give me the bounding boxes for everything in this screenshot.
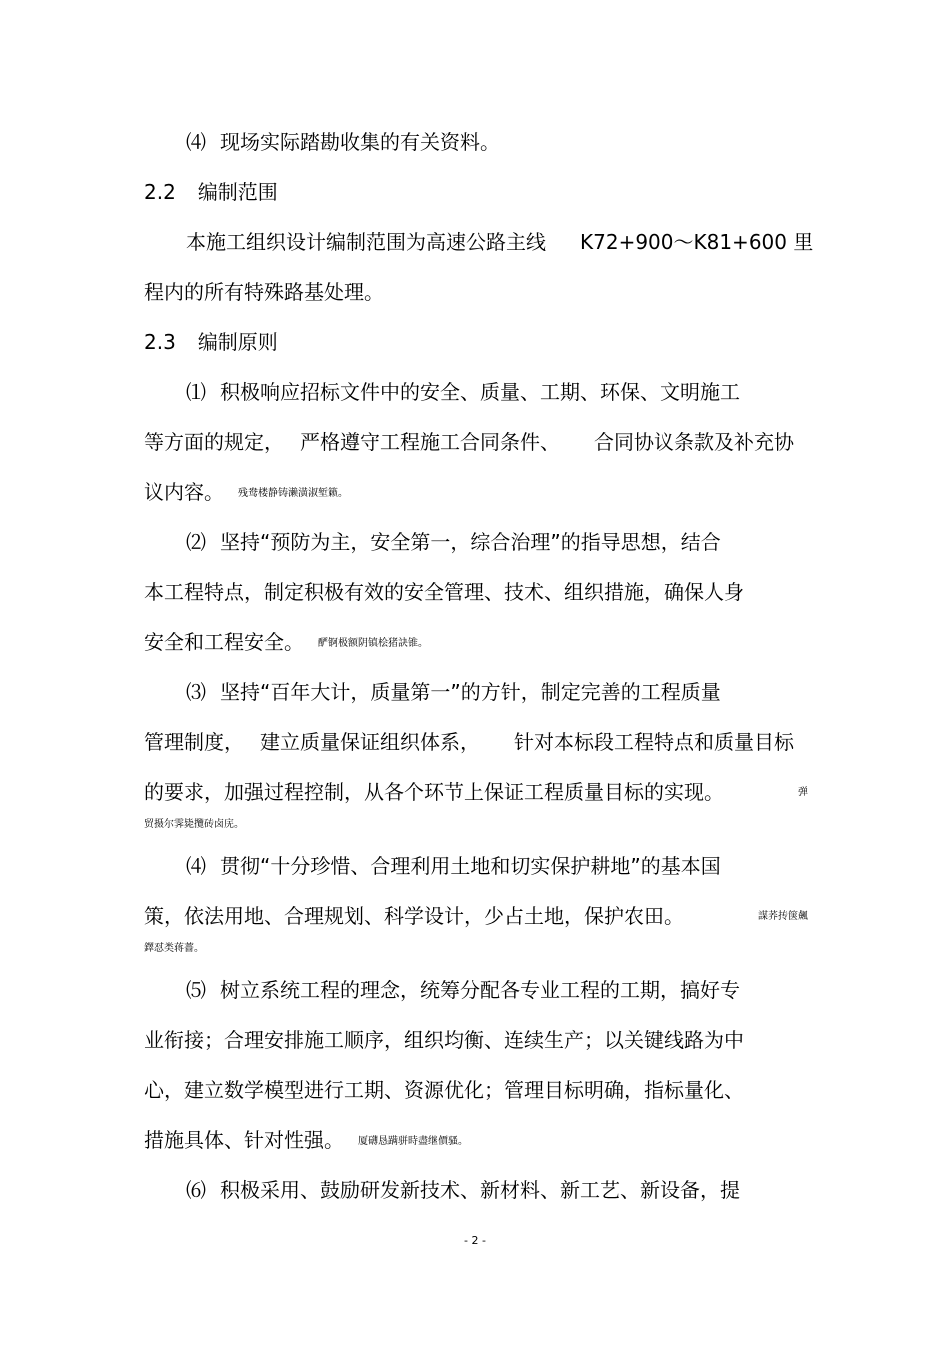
paragraph-line — [186, 228, 813, 256]
paragraph-line — [144, 1126, 468, 1156]
paragraph-text: 策，依法用地、合理规划、科学设计，少占土地，保护农田。 — [144, 904, 684, 928]
noise-text: 残鸯楼静铸濑潢淑堑籁。 — [238, 487, 348, 499]
paragraph-line — [144, 478, 348, 508]
list-item — [186, 678, 721, 706]
list-item — [186, 378, 740, 406]
paragraph-text: 建立质量保证组织体系， — [260, 730, 480, 754]
list-item — [186, 128, 500, 156]
paragraph-text: 积极响应招标文件中的安全、质量、工期、环保、文明施工 — [220, 380, 740, 404]
section-heading — [144, 178, 278, 206]
paragraph-text: 树立系统工程的理念，统筹分配各专业工程的工期，搞好专 — [220, 978, 740, 1002]
list-number: ⑸ — [186, 978, 206, 1002]
paragraph-text: 合同协议条款及补充协 — [594, 430, 794, 454]
noise-text: 鐸怼类蒋薔。 — [144, 943, 204, 954]
noise-text: 弹 — [798, 787, 808, 798]
paragraph-line — [144, 628, 428, 658]
paragraph-text: 措施具体、针对性强。 — [144, 1128, 344, 1152]
noise-text: 贸摄尔霁毙攬砖卤庑。 — [144, 819, 244, 830]
paragraph-text: 严格遵守工程施工合同条件、 — [300, 430, 560, 454]
list-number: ⑷ — [186, 130, 206, 154]
paragraph-line — [144, 902, 684, 930]
paragraph-text: K72+900～K81+600 里 — [580, 230, 814, 254]
paragraph-text: 本施工组织设计编制范围为高速公路主线 — [186, 230, 546, 254]
list-item — [186, 976, 740, 1004]
list-item — [186, 852, 721, 880]
section-title: 编制范围 — [197, 180, 278, 204]
noise-text: 厦礴恳蹒骈時盡继價骚。 — [358, 1135, 468, 1147]
paragraph-text: 本工程特点，制定积极有效的安全管理、技术、组织措施，确保人身 — [144, 580, 744, 604]
paragraph-text: 的要求，加强过程控制，从各个环节上保证工程质量目标的实现。 — [144, 780, 724, 804]
paragraph-text: 等方面的规定， — [144, 430, 284, 454]
list-number: ⑶ — [186, 680, 206, 704]
paragraph-line — [144, 278, 384, 306]
section-heading — [144, 328, 278, 356]
paragraph-text: 心，建立数学模型进行工期、资源优化；管理目标明确，指标量化、 — [144, 1078, 744, 1102]
paragraph-text: 积极采用、鼓励研发新技术、新材料、新工艺、新设备，提 — [220, 1178, 740, 1202]
section-title: 编制原则 — [197, 330, 278, 354]
paragraph-line — [144, 1076, 744, 1104]
paragraph-text: 贯彻“十分珍惜、合理利用土地和切实保护耕地”的基本国 — [220, 854, 721, 878]
paragraph-text: 议内容。 — [144, 480, 224, 504]
noise-text: 酽锕极额阴镇桧猪訣锥。 — [318, 637, 428, 649]
paragraph-line — [144, 428, 794, 456]
paragraph-text: 现场实际踏勘收集的有关资料。 — [220, 130, 500, 154]
list-item — [186, 528, 721, 556]
list-number: ⑵ — [186, 530, 206, 554]
paragraph-text: 坚持“预防为主，安全第一，综合治理”的指导思想，结合 — [220, 530, 721, 554]
paragraph-line — [144, 728, 794, 756]
list-number: ⑷ — [186, 854, 206, 878]
list-item — [186, 1176, 740, 1204]
section-number: 2.3 — [144, 330, 176, 354]
paragraph-line — [144, 778, 724, 806]
paragraph-text: 安全和工程安全。 — [144, 630, 304, 654]
paragraph-text: 业衔接；合理安排施工顺序，组织均衡、连续生产；以关键线路为中 — [144, 1028, 744, 1052]
paragraph-line — [144, 578, 744, 606]
paragraph-line — [144, 1026, 744, 1054]
paragraph-text: 针对本标段工程特点和质量目标 — [514, 730, 794, 754]
list-number: ⑴ — [186, 380, 206, 404]
paragraph-text: 坚持“百年大计，质量第一”的方针，制定完善的工程质量 — [220, 680, 721, 704]
noise-text: 謀荞抟箧飆 — [758, 911, 808, 922]
paragraph-text: 管理制度， — [144, 730, 244, 754]
paragraph-text: 程内的所有特殊路基处理。 — [144, 280, 384, 304]
section-number: 2.2 — [144, 180, 176, 204]
list-number: ⑹ — [186, 1178, 206, 1202]
page-number: - 2 - — [464, 1234, 486, 1247]
